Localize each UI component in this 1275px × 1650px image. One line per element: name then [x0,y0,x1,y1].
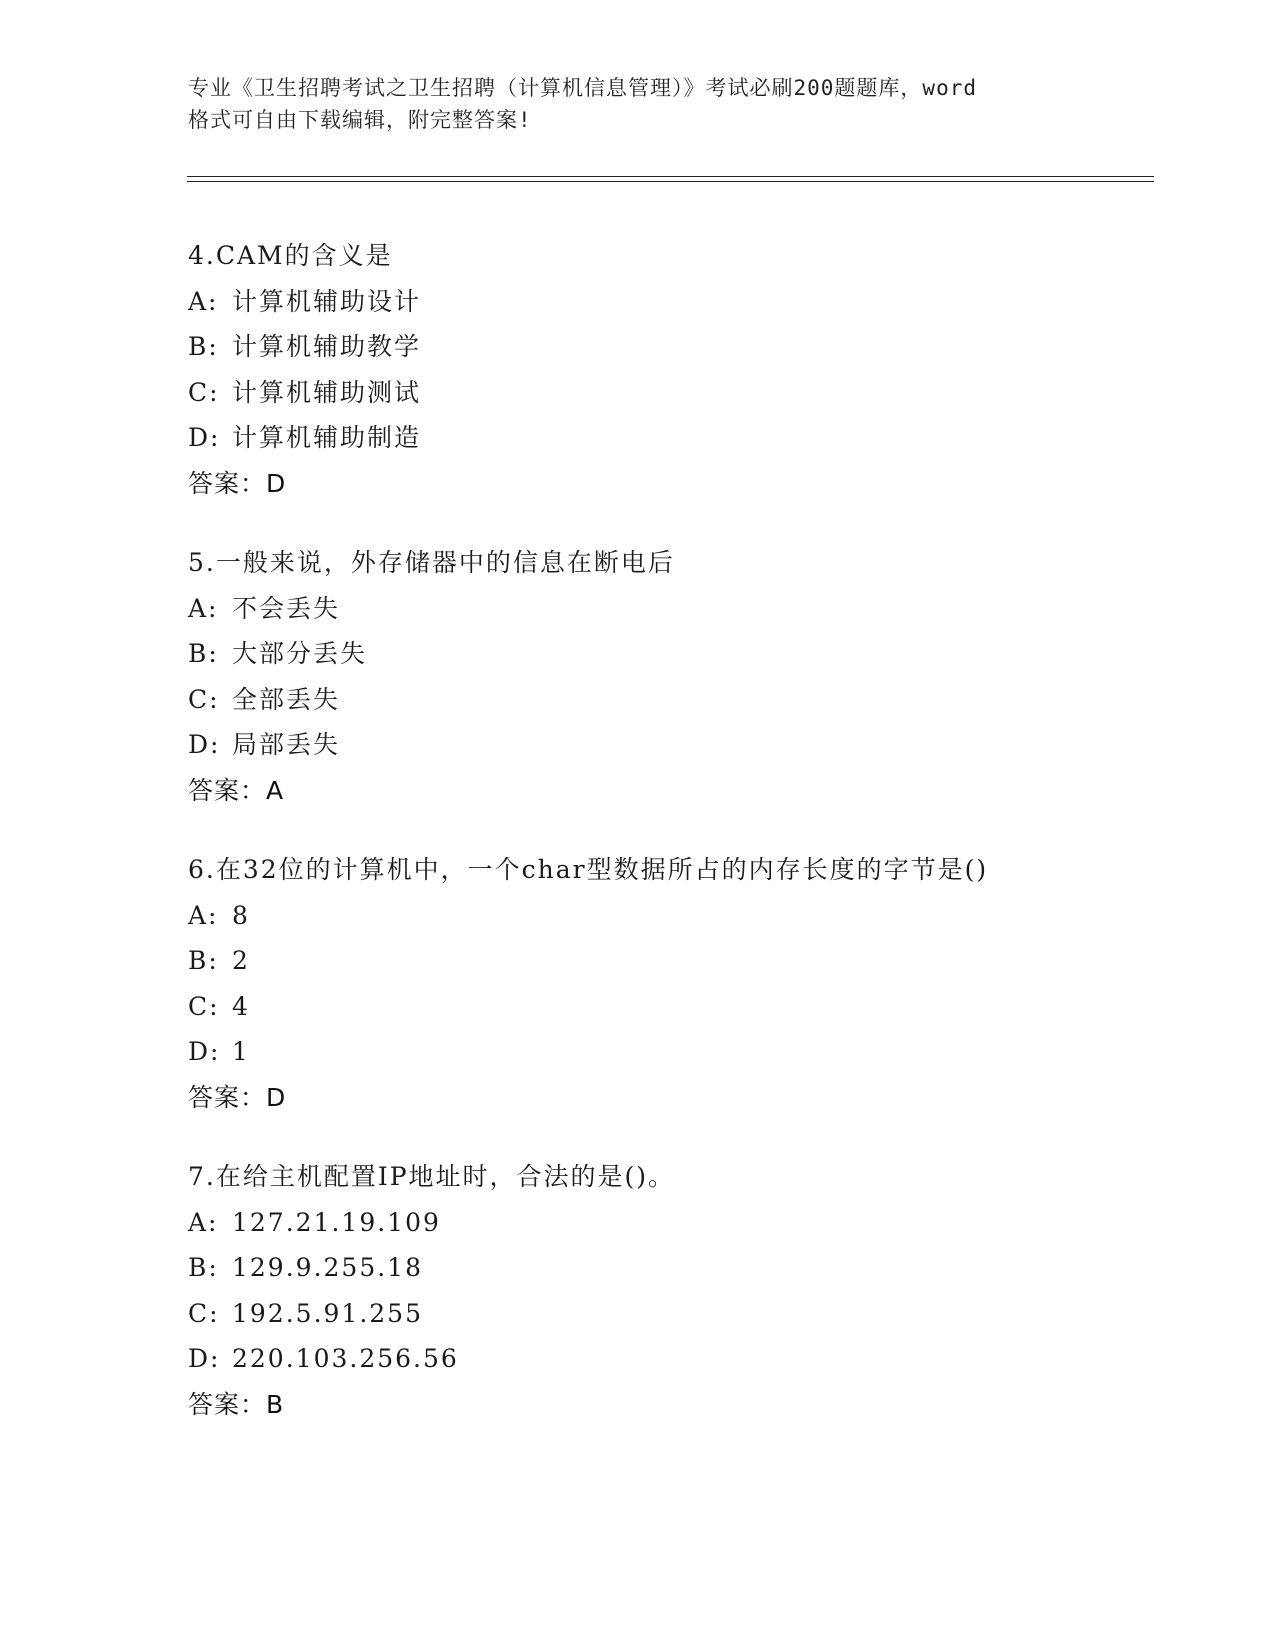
option-key: D: [188,730,221,759]
answer-line [188,1075,1148,1121]
option-b [188,1245,1148,1291]
option-text: 全部丢失 [232,684,341,714]
option-key: C: [188,684,220,714]
option-a [188,586,1148,632]
option-text: 计算机辅助设计 [232,286,422,316]
answer-value: D [266,468,287,498]
answer-label: 答案： [188,1389,267,1419]
option-b [188,938,1148,984]
question-stem: 6.在32位的计算机中，一个char型数据所占的内存长度的字节是() [188,855,989,884]
option-text: 127.21.19.109 [232,1207,441,1237]
question-stem: 5.一般来说，外存储器中的信息在断电后 [188,548,675,577]
option-key: B: [188,946,219,975]
option-key: A: [188,593,219,623]
option-c [188,984,1148,1030]
question-list [188,233,1148,1461]
answer-line [188,768,1148,814]
option-text: 2 [232,946,250,975]
option-key: B: [188,1253,219,1282]
answer-line [188,1382,1148,1428]
option-key: B: [188,332,219,361]
option-key: D: [188,1344,221,1373]
option-text: 计算机辅助教学 [232,332,422,361]
option-a [188,893,1148,939]
option-d [188,1029,1148,1075]
option-d [188,1336,1148,1382]
header-divider-top [187,176,1154,177]
option-text: 220.103.256.56 [232,1344,459,1373]
option-key: A: [188,1207,219,1237]
option-key: B: [188,639,219,668]
answer-label: 答案： [188,775,267,805]
option-b [188,324,1148,370]
question-item [188,233,1148,506]
question-item [188,540,1148,813]
option-a [188,1200,1148,1246]
option-text: 192.5.91.255 [232,1298,423,1328]
header-line-1: 专业《卫生招聘考试之卫生招聘（计算机信息管理）》考试必刷200题题库，word [188,76,977,100]
option-key: A: [188,900,219,930]
header-divider-bottom [187,181,1154,182]
option-b [188,631,1148,677]
option-text: 计算机辅助制造 [232,423,422,452]
option-a [188,279,1148,325]
option-key: A: [188,286,219,316]
option-key: D: [188,423,221,452]
answer-line [188,461,1148,507]
answer-value: D [266,1082,287,1112]
option-c [188,370,1148,416]
option-text: 1 [232,1037,250,1066]
answer-label: 答案： [188,468,267,498]
answer-value: A [266,775,285,805]
option-key: C: [188,377,220,407]
option-d [188,722,1148,768]
option-c [188,1291,1148,1337]
question-item [188,1154,1148,1427]
option-text: 计算机辅助测试 [232,377,422,407]
header-line-2: 格式可自由下载编辑，附完整答案! [188,108,532,132]
question-item [188,847,1148,1120]
option-text: 不会丢失 [232,593,341,623]
option-text: 局部丢失 [232,730,341,759]
option-key: C: [188,991,220,1021]
option-text: 8 [232,900,250,930]
question-stem: 7.在给主机配置IP地址时，合法的是()。 [188,1162,676,1191]
option-d [188,415,1148,461]
option-key: C: [188,1298,220,1328]
option-c [188,677,1148,723]
option-text: 129.9.255.18 [232,1253,423,1282]
answer-value: B [266,1389,285,1419]
document-header [188,72,1088,136]
option-text: 大部分丢失 [232,639,368,668]
option-text: 4 [232,991,250,1021]
question-stem: 4.CAM的含义是 [188,241,393,270]
answer-label: 答案： [188,1082,267,1112]
option-key: D: [188,1037,221,1066]
